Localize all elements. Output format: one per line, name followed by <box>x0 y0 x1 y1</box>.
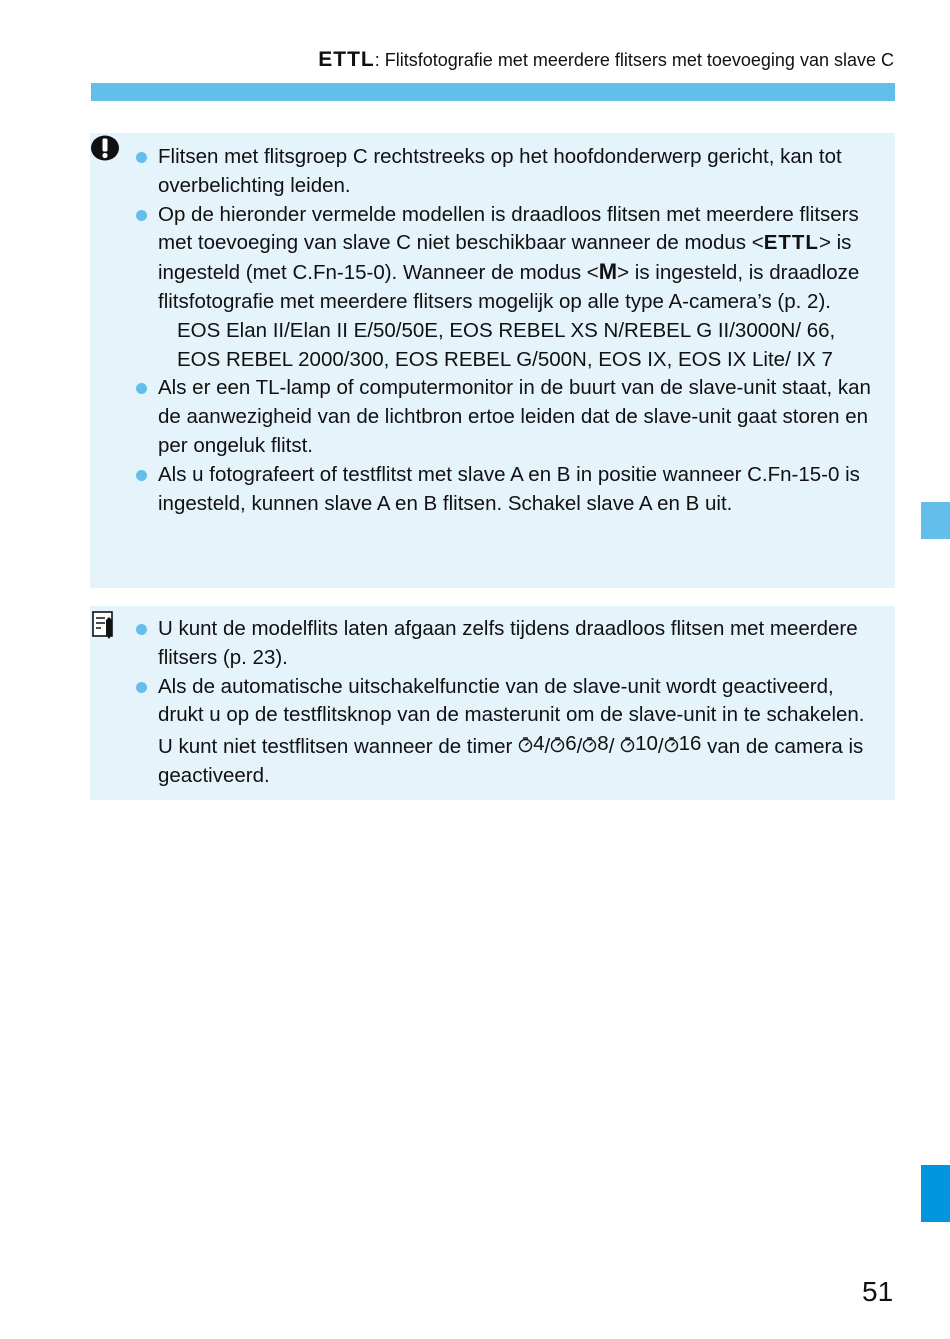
chapter-tab-marker <box>921 502 950 539</box>
timer-8 <box>582 730 608 759</box>
self-timer-icon <box>620 736 635 753</box>
timer-separator: / <box>657 735 664 759</box>
caution-item-2-text-b: > is ingesteld (met C.Fn-15-0). Wanneer de modus < <box>158 231 852 285</box>
page-number: 51 <box>862 1276 894 1307</box>
note-item-1-text: U kunt de modelflits laten afgaan zelfs tijdens draadloos flitsen met meerdere flitsers (p. 23). <box>158 617 858 669</box>
bullet <box>136 210 147 221</box>
camera-models-list: EOS Elan II/Elan II E/50/50E, EOS REBEL XS N/REBEL G II/3000N/ 66, EOS REBEL 2000/300, EOS REBEL G/500N, EOS IX, EOS IX Lite/ IX 7 <box>177 318 836 371</box>
caution-item-2-text-a: Op de hieronder vermelde modellen is draadloos flitsen met meerdere flitsers met toevoeging van slave C niet beschikbaar wanneer de modus < <box>158 202 859 255</box>
self-timer-icon <box>582 736 597 753</box>
bullet <box>136 383 147 394</box>
caution-item-1-text: Flitsen met flitsgroep C rechtstreeks op het hoofdonderwerp gericht, kan tot overbelichting leiden. <box>158 145 842 197</box>
timer-6 <box>550 730 576 759</box>
caution-item-2-text-c: > is ingesteld, is draadloze flitsfotografie met meerdere flitsers mogelijk op alle type A-camera’s (p. 2). <box>158 261 860 313</box>
timer-separator: / <box>544 735 551 759</box>
note-item-2-text: Als de automatische uitschakelfunctie van de slave-unit wordt geactiveerd, drukt u op de testflitsknop van de masterunit om de slave-unit in te schakelen. U kunt niet testflitsen wanneer de timer <box>158 674 865 759</box>
header-title: : Flitsfotografie met meerdere flitsers met toevoeging van slave C <box>374 50 894 70</box>
caution-item-2 <box>158 201 883 375</box>
header-mode-label: ETTL <box>318 48 375 71</box>
caution-icon <box>90 135 120 161</box>
caution-item-3 <box>158 374 883 460</box>
note-list <box>158 615 883 791</box>
bullet <box>136 152 147 163</box>
caution-item-1 <box>158 143 883 201</box>
note-item-2 <box>158 673 883 791</box>
self-timer-icon <box>550 736 565 753</box>
timer-separator: / <box>608 735 615 759</box>
timer-10 <box>620 730 658 759</box>
ettl-mode-symbol: ETTL <box>763 231 819 255</box>
caution-item-4-text: Als u fotografeert of testflitst met slave A en B in positie wanneer C.Fn-15-0 is ingesteld, kunnen slave A en B flitsen. Schakel slave A en B uit. <box>158 462 860 515</box>
running-header <box>318 48 894 72</box>
timer-value: 10 <box>635 732 658 756</box>
manual-mode-symbol: M <box>598 259 618 285</box>
self-timer-icon <box>518 736 533 753</box>
bullet <box>136 624 147 635</box>
bullet <box>136 470 147 481</box>
timer-value: 16 <box>678 732 702 756</box>
timer-value: 6 <box>565 732 577 756</box>
caution-box <box>90 133 895 588</box>
timer-4 <box>518 730 544 759</box>
timer-value: 8 <box>597 732 609 756</box>
section-tab-marker <box>921 1165 950 1222</box>
note-icon <box>90 609 118 639</box>
caution-list <box>158 143 883 518</box>
note-item-2-suffix: van de camera is geactiveerd. <box>158 735 864 787</box>
caution-item-4 <box>158 461 883 519</box>
timer-16 <box>664 730 702 759</box>
note-box <box>90 606 895 800</box>
caution-item-3-text: Als er een TL-lamp of computermonitor in de buurt van de slave-unit staat, kan de aanwezigheid van de lichtbron ertoe leiden dat de slave-unit gaat storen en per ongeluk flitst. <box>158 376 871 457</box>
bullet <box>136 682 147 693</box>
header-rule-bar <box>91 83 895 101</box>
self-timer-icon <box>664 736 679 753</box>
timer-separator: / <box>576 735 583 759</box>
note-item-1 <box>158 615 883 673</box>
timer-value: 4 <box>533 732 545 756</box>
